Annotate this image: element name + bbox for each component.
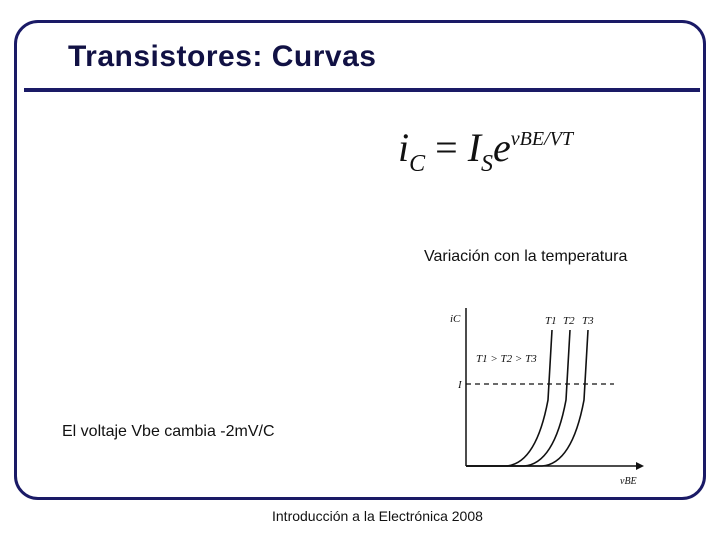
y-axis-label: iC: [450, 313, 461, 325]
curve-t3: [466, 330, 588, 466]
collector-current-formula: [398, 124, 574, 177]
caption-vbe: El voltaje Vbe cambia -2mV/C: [62, 423, 275, 440]
formula-exponent: vBE/VT: [510, 128, 574, 150]
formula-rhs-sub: S: [481, 151, 494, 177]
slide-footer: Introducción a la Electrónica 2008: [272, 508, 483, 524]
formula-equals: =: [435, 125, 458, 170]
curve-t1: [466, 330, 552, 466]
formula-lhs-sub: C: [409, 151, 426, 177]
formula-exp-base: e: [493, 125, 511, 170]
formula-rhs: I: [467, 125, 482, 170]
temperature-curves-graph: [444, 300, 654, 490]
caption-temperature: Variación con la temperatura: [424, 248, 628, 265]
title-underline: [24, 88, 700, 92]
current-level-label: I: [458, 379, 462, 391]
x-axis-arrow-icon: [636, 462, 644, 470]
formula-lhs: i: [398, 125, 410, 170]
x-axis-label: vBE: [620, 476, 637, 487]
curve-label-t3: T3: [582, 315, 594, 327]
curve-t2: [466, 330, 570, 466]
curve-label-t2: T2: [563, 315, 575, 327]
curve-label-t1: T1: [545, 315, 557, 327]
slide-title: Transistores: Curvas: [68, 40, 377, 73]
temperature-relation: T1 > T2 > T3: [476, 353, 537, 365]
